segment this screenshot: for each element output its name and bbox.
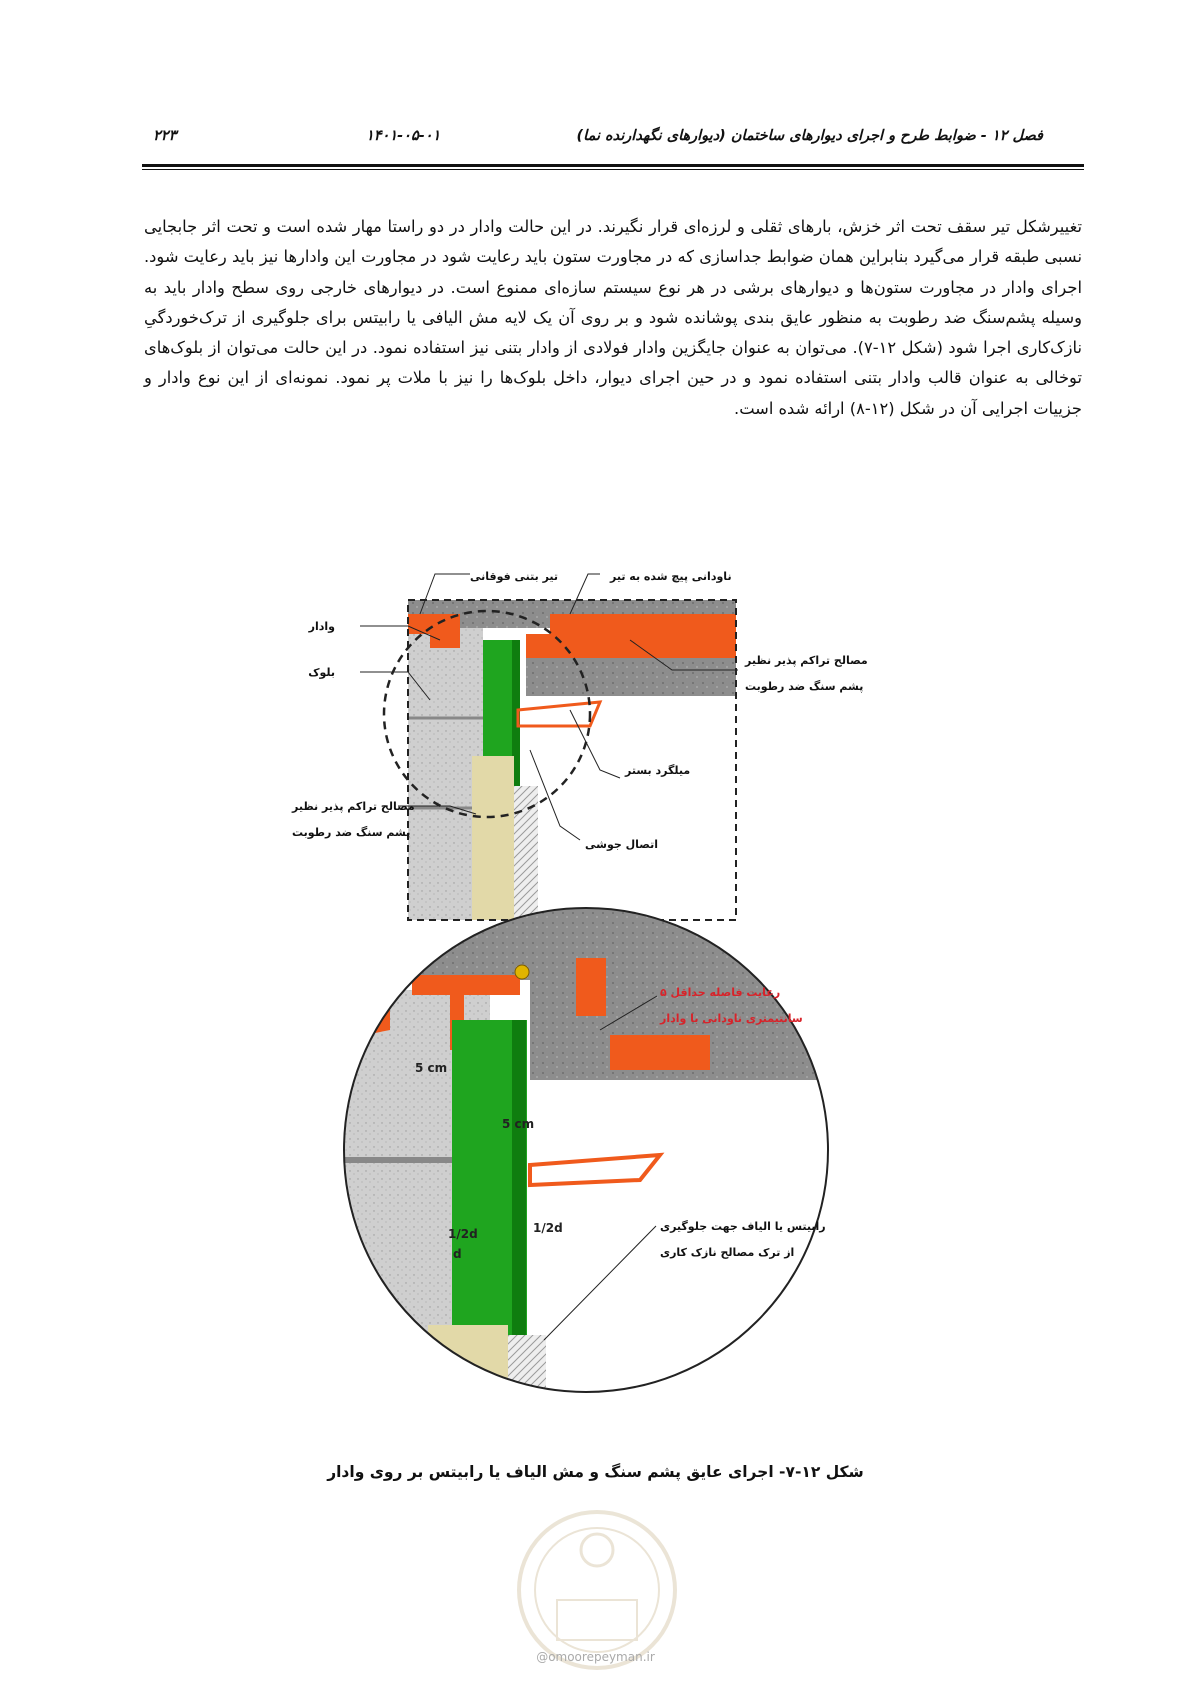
detail-channel-right [576, 958, 606, 1016]
detail-channel [412, 975, 520, 995]
header-rule-thin [142, 169, 1084, 170]
bolt [515, 965, 529, 979]
dim-half-d-b: 1/2d [533, 1221, 563, 1235]
label-weld: اتصال جوشی [585, 838, 659, 851]
label-stud: وادار [308, 620, 335, 633]
label-left-material-1: مصالح تراکم پذیر نظیر [292, 800, 415, 813]
label-gap-note-2: سانتیمتری ناودانی با وادار [660, 1012, 803, 1025]
body-paragraph: تغییرشکل تیر سقف تحت اثر خزش، بارهای ثقلی و لرزه‌ای قرار نگیرند. در این حالت وادار در دو راستا مهار شده است و تحت اثر جابجایی نسبی طبقه قرار می‌گیرد بنابراین همان ضوابط جداسازی که در مجاورت ستون باید رعایت شود در مجاورت این وادارها نیز باید رعایت شود. اجرای وادار در مجاورت ستون‌ها و دیوارهای برشی در هر نوع سیستم سازه‌ای ممنوع است. در دیوارهای خارجی روی سطح وادار باید به وسیله پشم‌سنگ ضد رطوبت به منظور عایق بندی پوشانده شود و بر روی آن یک لایه مش الیافی یا رابیتس برای جلوگیری از ترک‌خوردگیِ نازک‌کاری اجرا شود (شکل ۱۲-۷). می‌توان به عنوان جایگزین وادار فولادی از وادار بتنی نیز استفاده نمود. در این حالت می‌توان از بلوک‌های توخالی به عنوان قالب وادار بتنی استفاده نمود و در حین اجرای دیوار، داخل بلوک‌ها را نیز با ملات پر نمود. نمونه‌ای از این نوع وادار و جزییات اجرایی آن در شکل (۱۲-۸) ارائه شده است. [144, 217, 1082, 418]
label-channel: ناودانی پیچ شده به تیر [610, 570, 732, 583]
overview-view [384, 600, 736, 920]
label-left-material-2: پشم سنگ ضد رطوبت [292, 826, 411, 839]
label-compressible-2: پشم سنگ ضد رطوبت [745, 680, 864, 693]
page-number: ۲۲۳ [153, 128, 177, 144]
detail-mesh [508, 1335, 546, 1415]
detail-channel-left [340, 965, 390, 1040]
dim-5cm-a: 5 cm [415, 1061, 448, 1075]
overview-block-wall [408, 628, 483, 920]
header-rule-thick [142, 164, 1084, 167]
label-gap-note-1: رعایت فاصله حداقل ۵ [660, 986, 781, 999]
body-text [144, 212, 1082, 424]
label-top-beam: تیر بتنی فوقانی [470, 570, 559, 583]
label-mesh-note-2: از ترک مصالح نازک کاری [660, 1246, 795, 1259]
overview-bed-rebar [518, 702, 600, 726]
chapter-title: فصل ۱۲ - ضوابط طرح و اجرای دیوارهای ساختمان (دیوارهای نگهدارنده نما) [576, 128, 1043, 144]
figure-caption: شکل ۱۲-۷- اجرای عایق پشم سنگ و مش الیاف یا رابیتس بر روی وادار [327, 1463, 864, 1481]
dim-5cm-b: 5 cm [502, 1117, 535, 1131]
watermark-site: @omoorepeyman.ir [536, 1650, 655, 1664]
dim-half-d-a: 1/2d [448, 1227, 478, 1241]
label-compressible-1: مصالح تراکم پذیر نظیر [745, 654, 868, 667]
label-mesh-note-1: رابیتس یا الیاف جهت جلوگیری [660, 1220, 826, 1233]
header-date: ۱۴۰۱-۰۵-۰۱ [366, 128, 441, 144]
detail-view [340, 900, 840, 1415]
detail-insulation [428, 1325, 508, 1415]
label-block: بلوک [308, 666, 335, 679]
dim-d: d [453, 1247, 462, 1261]
label-rebar: میلگرد بستر [625, 764, 691, 777]
overview-insulation [472, 756, 514, 920]
wall-stud-detail-figure [292, 570, 900, 1425]
